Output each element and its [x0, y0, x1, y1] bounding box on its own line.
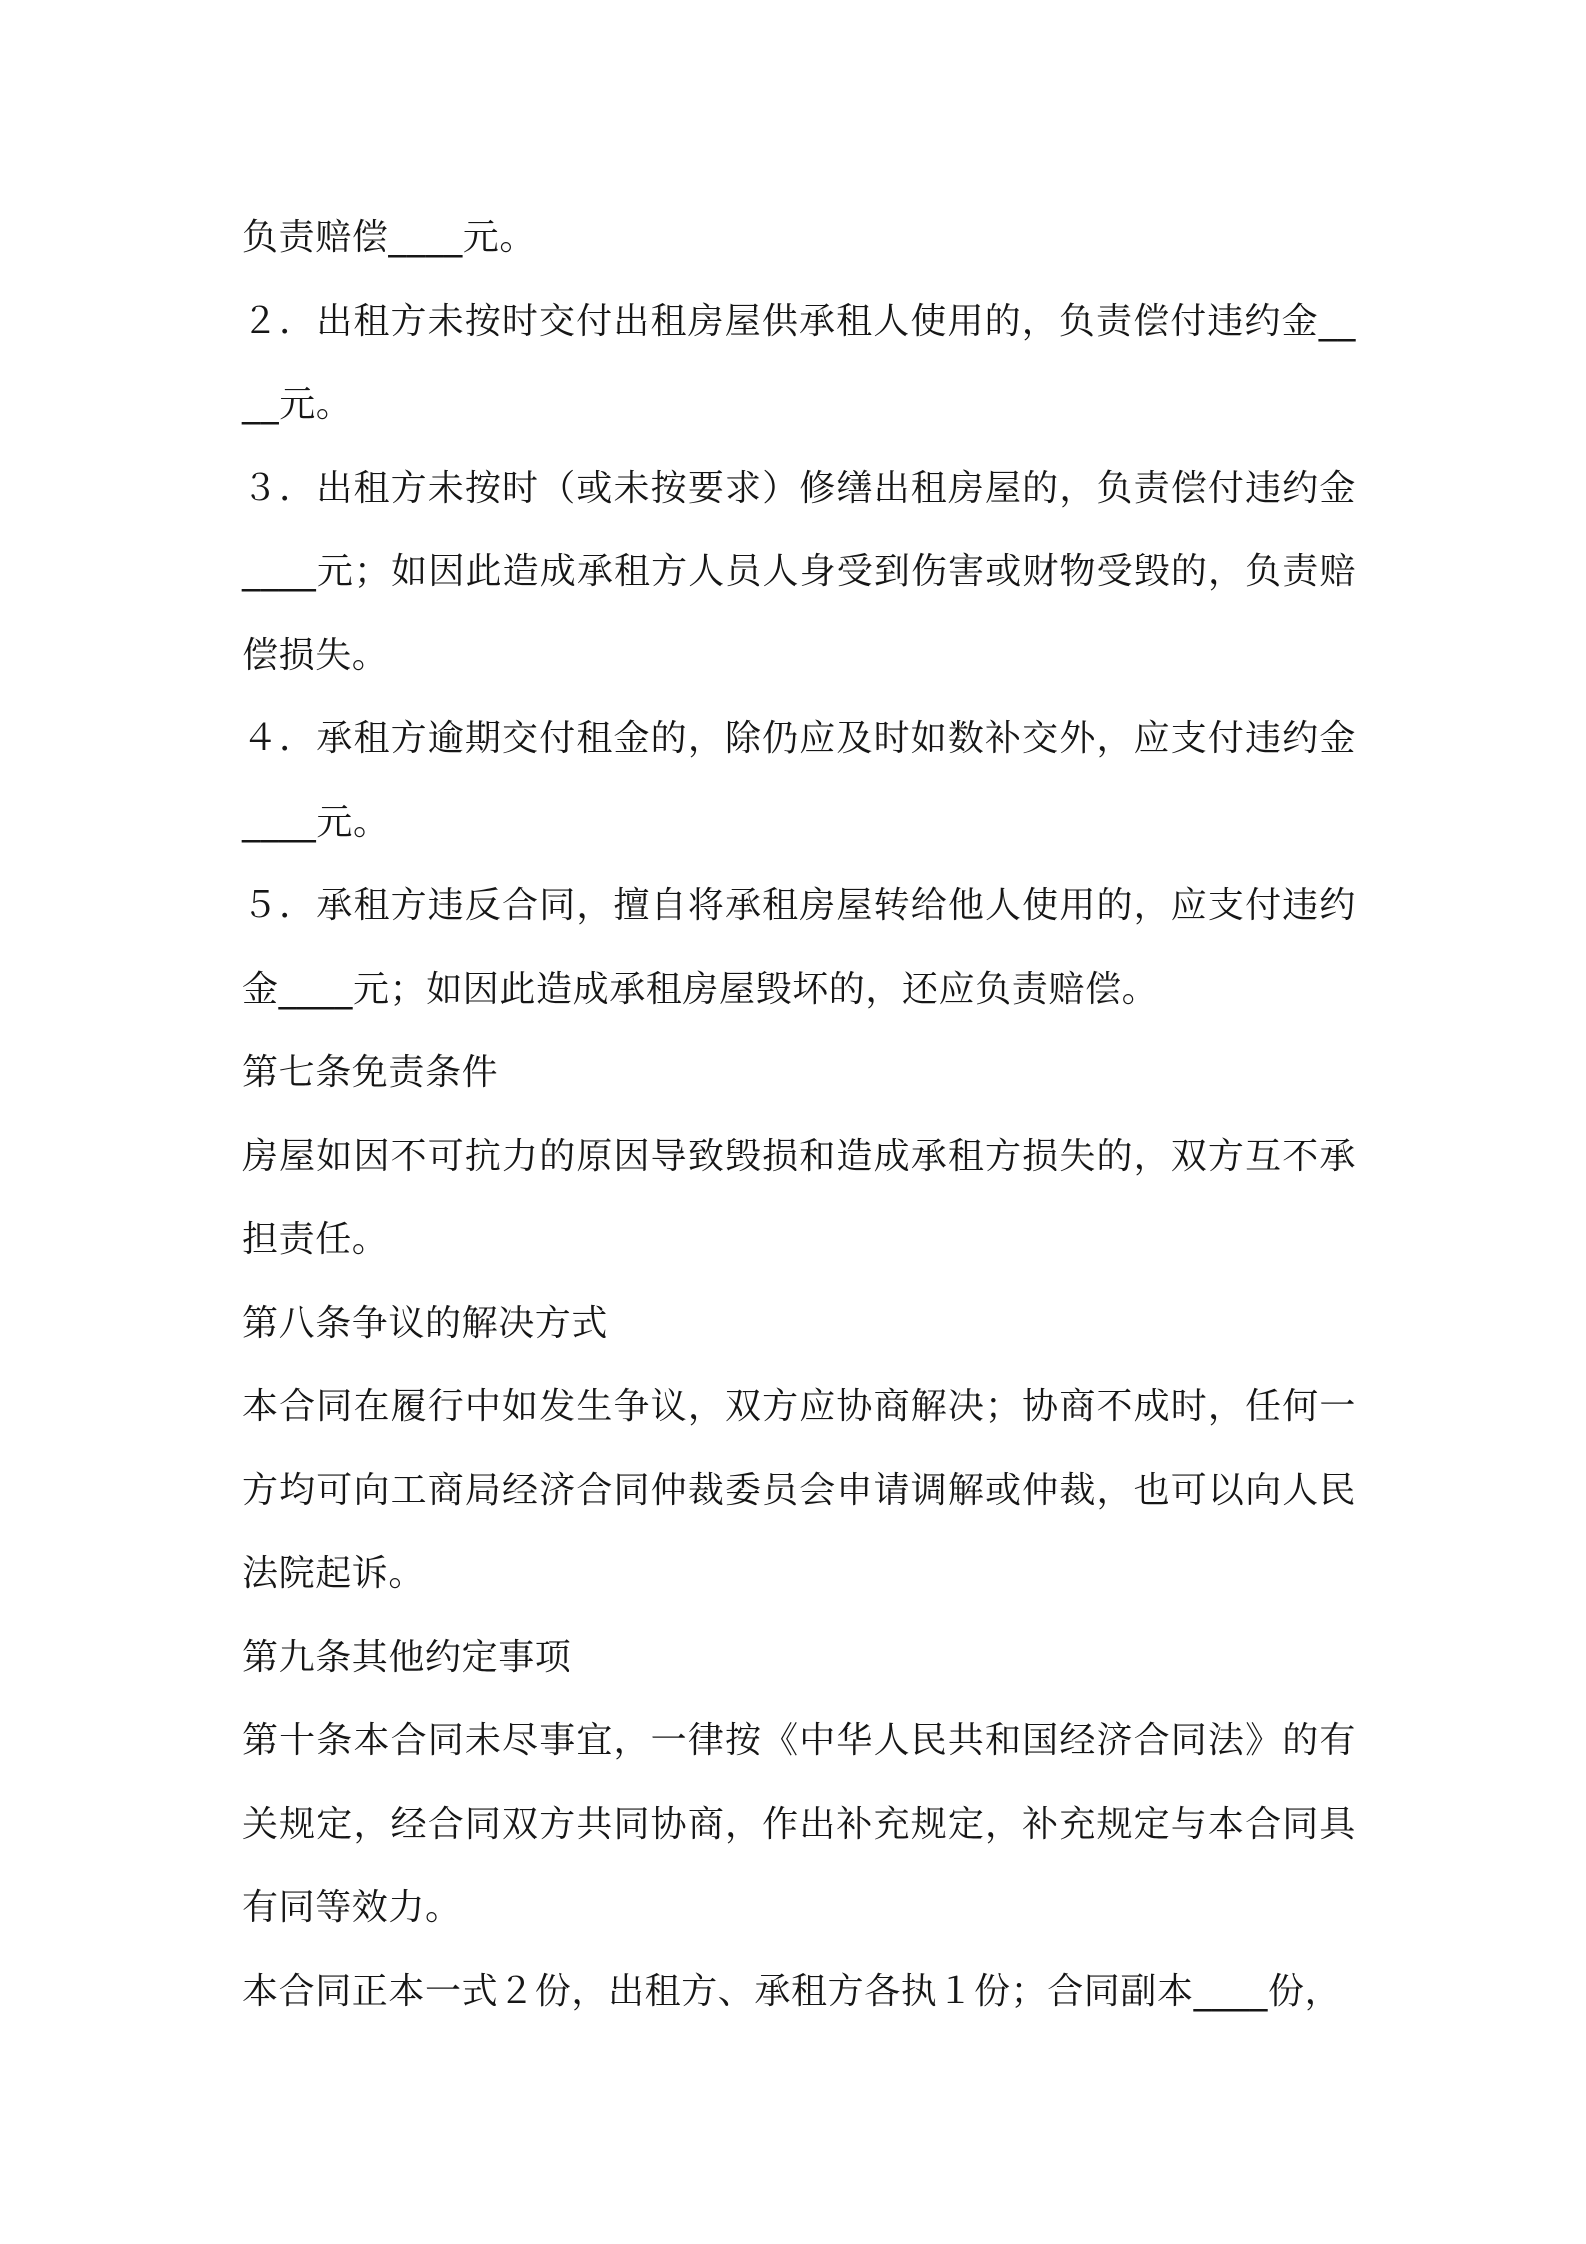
article-7-body: 房屋如因不可抗力的原因导致毁损和造成承租方损失的，双方互不承担责任。 — [242, 1135, 1356, 1260]
article-10-body: 第十条本合同未尽事宜，一律按《中华人民共和国经济合同法》的有关规定，经合同双方共同协商，作出补充规定，补充规定与本合同具有同等效力。 — [242, 1720, 1356, 1928]
article-7-heading: 第七条免责条件 — [242, 1052, 499, 1093]
article-8-body: 本合同在履行中如发生争议，双方应协商解决；协商不成时，任何一方均可向工商局经济合同仲裁委员会申请调解或仲裁，也可以向人民法院起诉。 — [242, 1386, 1356, 1594]
paragraph-compensation-continued: 负责赔偿____元。 — [242, 217, 536, 258]
article-8-heading: 第八条争议的解决方式 — [242, 1302, 609, 1344]
clause-2-late-delivery: ２．出租方未按时交付出租房屋供承租人使用的，负责偿付违约金____元。 — [242, 300, 1356, 425]
article-9-heading: 第九条其他约定事项 — [242, 1636, 572, 1678]
clause-5-sublet-violation: ５．承租方违反合同，擅自将承租房屋转给他人使用的，应支付违约金____元；如因此造成承租房屋毁坏的，还应负责赔偿。 — [242, 885, 1356, 1010]
copies-paragraph: 本合同正本一式２份，出租方、承租方各执１份；合同副本____份， — [242, 1970, 1342, 2012]
clause-3-late-repair: ３．出租方未按时（或未按要求）修缮出租房屋的，负责偿付违约金____元；如因此造成承租方人员人身受到伤害或财物受毁的，负责赔偿损失。 — [242, 467, 1356, 676]
document-body — [242, 196, 1356, 2033]
clause-4-late-rent: ４．承租方逾期交付租金的，除仍应及时如数补交外，应支付违约金____元。 — [242, 718, 1356, 843]
